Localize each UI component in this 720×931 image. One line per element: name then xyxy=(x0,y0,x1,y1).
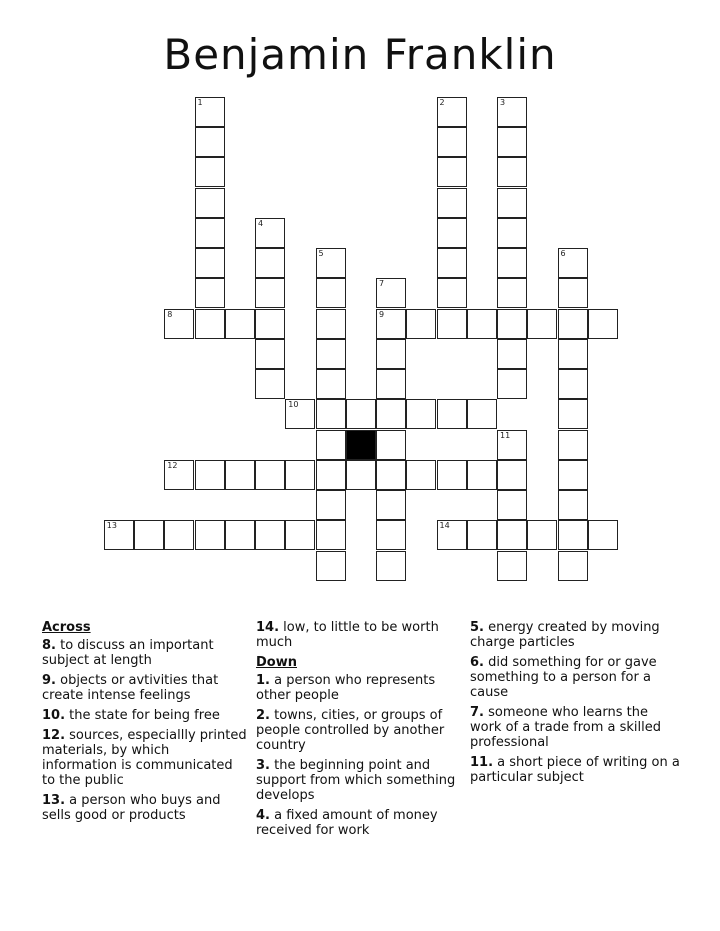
down-heading: Down xyxy=(256,655,297,670)
clue-number: 3. xyxy=(256,758,270,773)
clue-number: 12 xyxy=(167,460,178,470)
clue-item xyxy=(256,808,456,838)
clue-number: 1. xyxy=(256,673,270,688)
clue-number: 8. xyxy=(42,638,56,653)
clue-item xyxy=(256,708,456,753)
clue-item xyxy=(256,620,456,650)
clue-text: someone who learns the work of a trade from a skilled professional xyxy=(470,705,662,750)
clue-text: low, to little to be worth much xyxy=(256,620,439,650)
clue-text: a fixed amount of money received for work xyxy=(256,808,438,838)
clue-number: 4 xyxy=(258,218,264,228)
clue-number: 14. xyxy=(256,620,280,635)
clue-item xyxy=(470,755,680,785)
clue-number: 13. xyxy=(42,793,66,808)
clue-number: 10. xyxy=(42,708,66,723)
clue-number: 12. xyxy=(42,728,66,743)
clue-text: energy created by moving charge particles xyxy=(470,620,660,650)
clue-number: 7 xyxy=(379,279,385,289)
clue-number: 1 xyxy=(197,97,203,107)
clue-number: 6 xyxy=(560,249,566,258)
clue-text: sources, especiallly printed materials, by which information is communicated to the public xyxy=(42,728,247,788)
clue-text: to discuss an important subject at length xyxy=(42,638,214,668)
clue-number: 6. xyxy=(470,655,484,670)
clue-text: a short piece of writing on a particular subject xyxy=(470,755,680,785)
clue-text: the state for being free xyxy=(65,708,220,723)
clue-text: towns, cities, or groups of people controlled by another country xyxy=(256,708,445,753)
clue-item xyxy=(470,620,680,650)
clue-item xyxy=(42,638,247,668)
clue-text: the beginning point and support from which something develops xyxy=(256,758,456,803)
clue-column-3 xyxy=(470,620,680,790)
clue-number: 4. xyxy=(256,808,270,823)
clue-number: 14 xyxy=(439,521,450,531)
clue-number: 2. xyxy=(256,708,270,723)
clue-number: 5. xyxy=(470,620,484,635)
clue-column-1 xyxy=(42,620,247,828)
down-clue-list xyxy=(256,673,456,838)
down-clue-list-continued xyxy=(470,620,680,785)
clue-number: 11 xyxy=(500,430,511,440)
clue-column-2 xyxy=(256,620,456,843)
clue-item xyxy=(256,758,456,803)
clue-number: 9. xyxy=(42,673,56,688)
clue-item xyxy=(42,708,247,723)
clue-number: 7. xyxy=(470,705,484,720)
clue-number: 13 xyxy=(106,521,117,531)
clue-item xyxy=(470,705,680,750)
across-clue-list xyxy=(42,638,247,823)
clue-number: 3 xyxy=(500,97,506,107)
clue-text: a person who represents other people xyxy=(256,673,436,703)
clue-item xyxy=(42,673,247,703)
across-heading: Across xyxy=(42,620,91,635)
clue-number: 8 xyxy=(167,309,173,319)
clue-number: 10 xyxy=(288,400,299,410)
clue-number: 2 xyxy=(439,97,445,107)
clue-item xyxy=(470,655,680,700)
clue-number: 5 xyxy=(318,249,324,258)
clue-item xyxy=(42,728,247,788)
clue-number: 9 xyxy=(379,309,385,319)
clue-item xyxy=(42,793,247,823)
page-title: Benjamin Franklin xyxy=(163,30,557,79)
clue-text: a person who buys and sells good or products xyxy=(42,793,221,823)
clue-item xyxy=(256,673,456,703)
clue-text: objects or avtivities that create intense feelings xyxy=(42,673,219,703)
clue-number: 11. xyxy=(470,755,494,770)
clue-text: did something for or gave something to a person for a cause xyxy=(470,655,657,700)
across-clue-list-continued xyxy=(256,620,456,650)
